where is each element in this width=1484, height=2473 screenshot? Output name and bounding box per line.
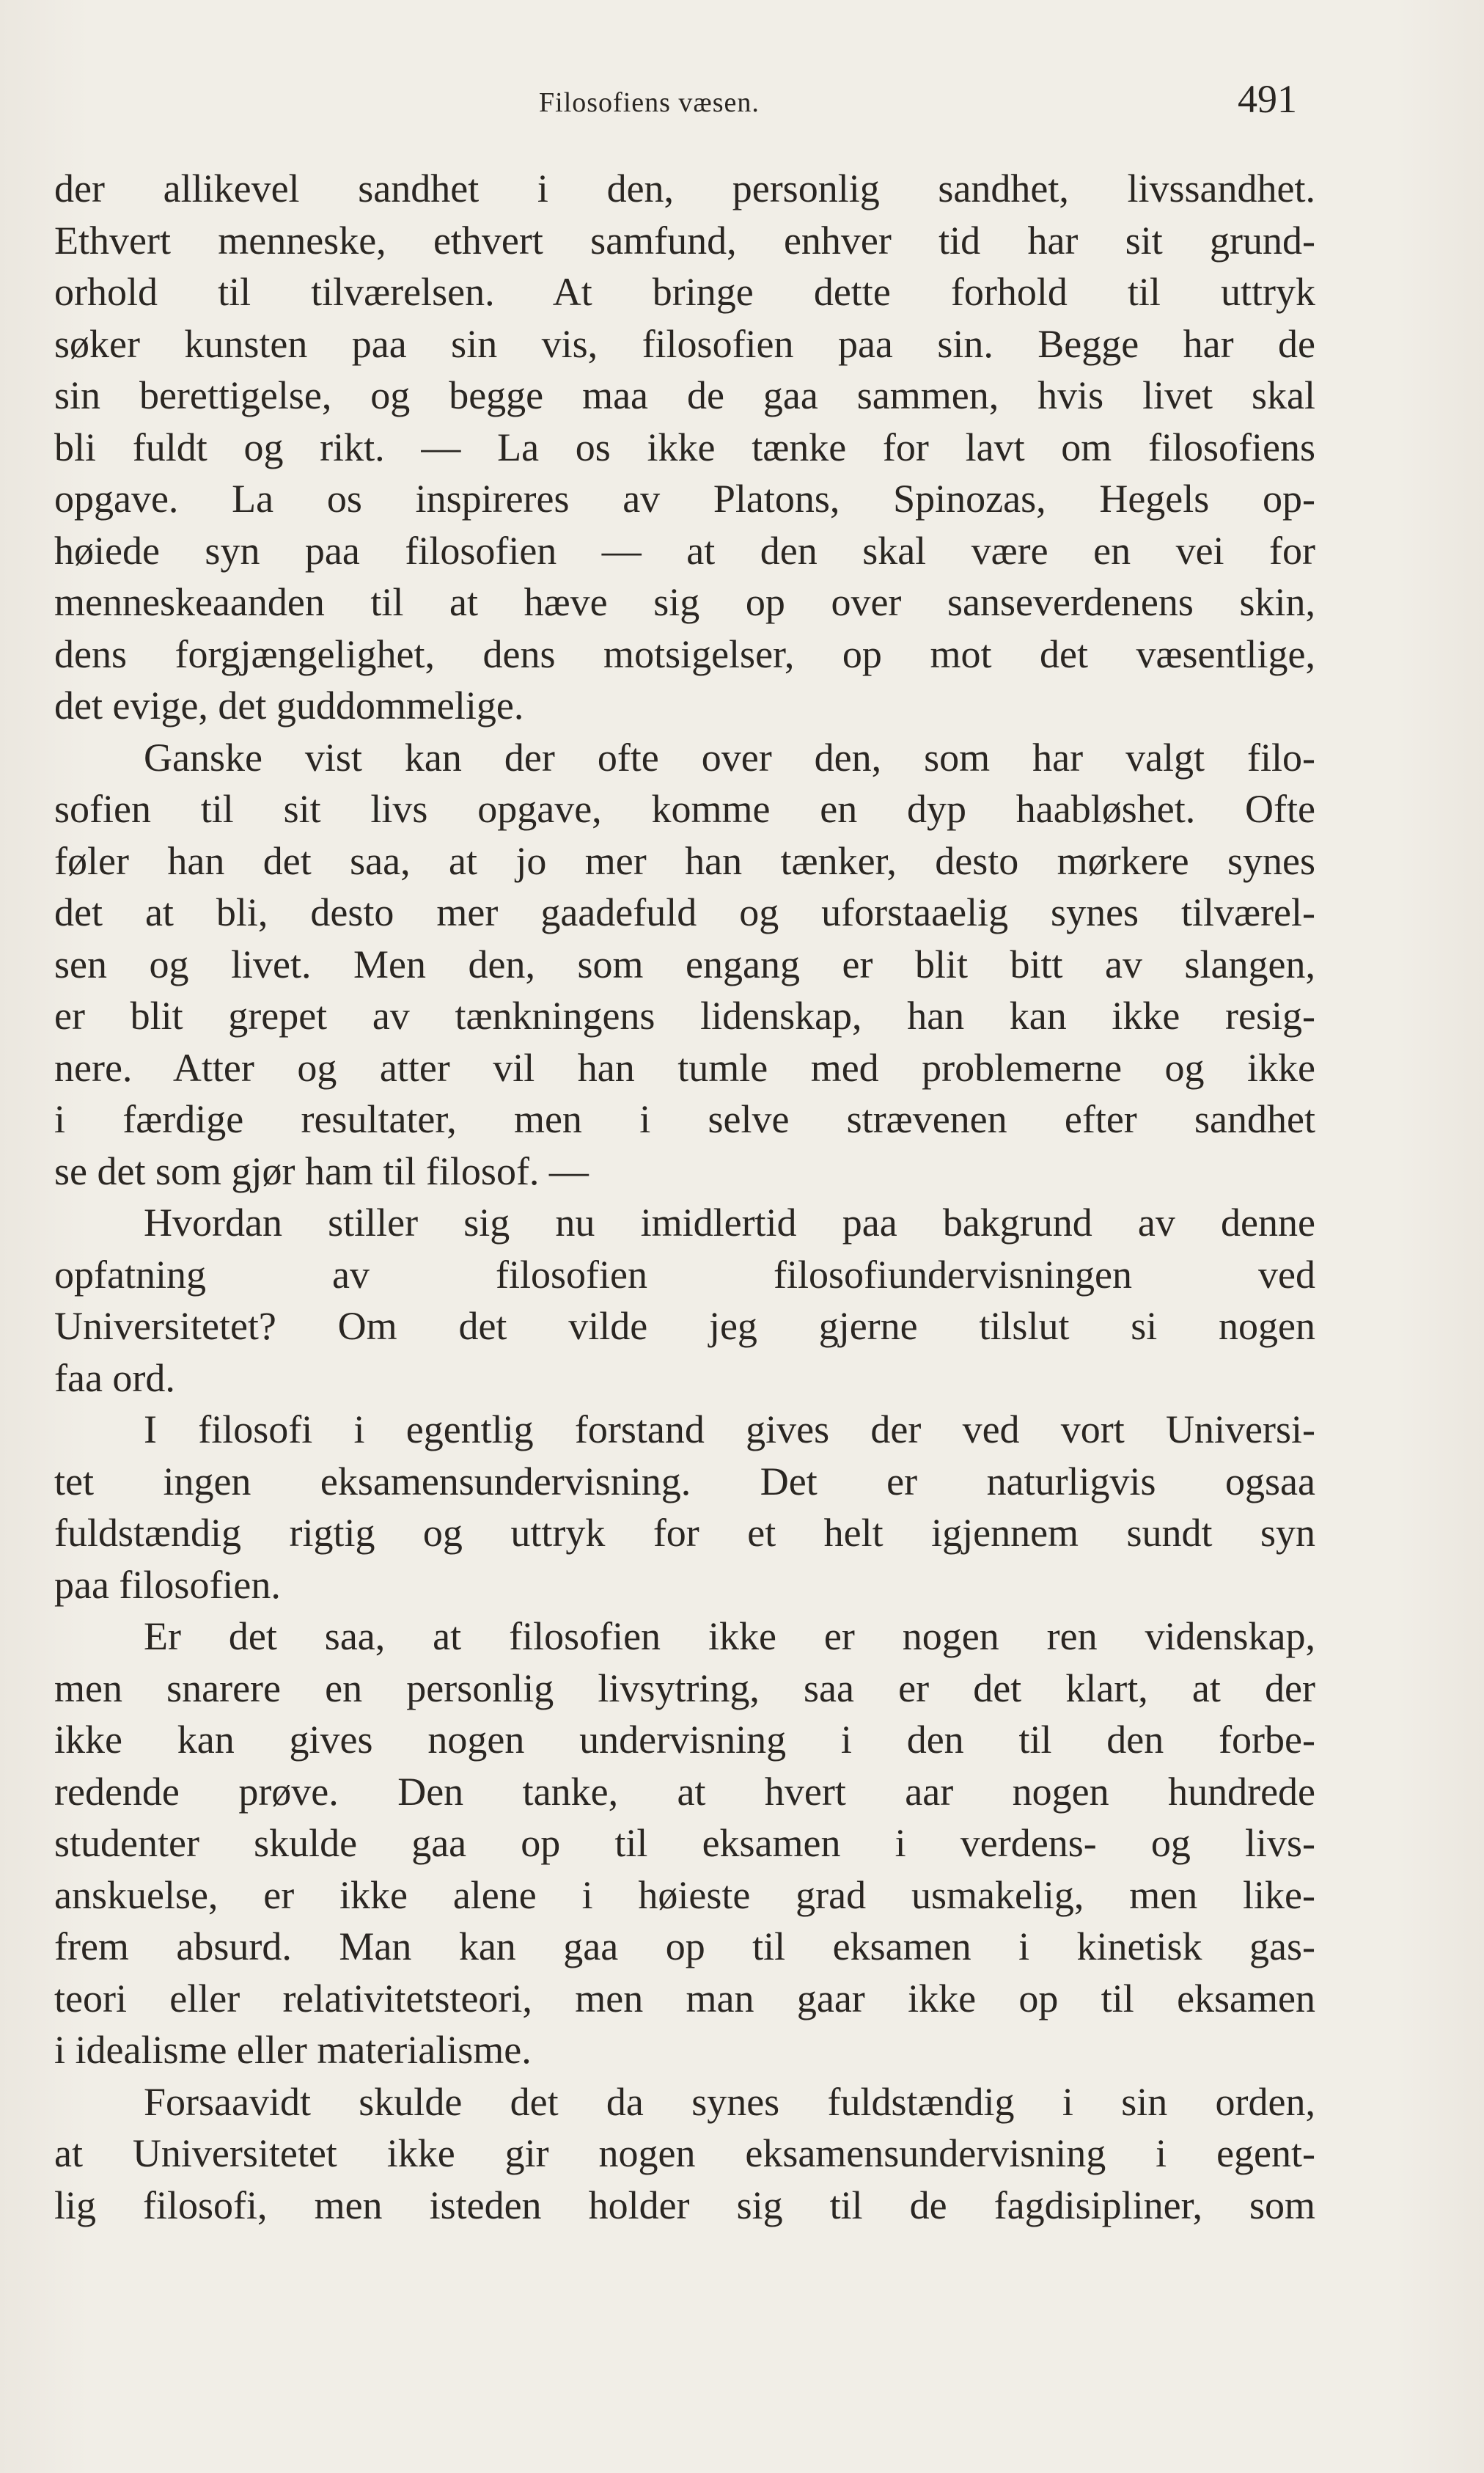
text-line: I filosofi i egentlig forstand gives der ved vort Universi- <box>144 1407 1315 1451</box>
text-line: faa ord. <box>54 1355 175 1400</box>
text-line: føler han det saa, at jo mer han tænker, desto mørkere synes <box>54 838 1315 883</box>
text-line: opfatning av filosofien filosofiundervisningen ved <box>54 1252 1315 1297</box>
text-line: lig filosofi, men isteden holder sig til de fagdisipliner, som <box>54 2183 1315 2227</box>
text-line: det at bli, desto mer gaadefuld og uforstaaelig synes tilværel- <box>54 890 1315 934</box>
text-line: at Universitetet ikke gir nogen eksamensundervisning i egent- <box>54 2131 1315 2175</box>
text-line: det evige, det guddommelige. <box>54 684 524 728</box>
text-line: nere. Atter og atter vil han tumle med problemerne og ikke <box>54 1045 1315 1090</box>
text-line: i idealisme eller materialisme. <box>54 2028 532 2072</box>
text-line: opgave. La os inspireres av Platons, Spinozas, Hegels op- <box>54 477 1315 521</box>
text-line: sen og livet. Men den, som engang er blit bitt av slangen, <box>54 942 1315 986</box>
text-line: men snarere en personlig livsytring, saa er det klart, at der <box>54 1666 1315 1710</box>
text-line: redende prøve. Den tanke, at hvert aar nogen hundrede <box>54 1769 1315 1814</box>
text-line: orhold til tilværelsen. At bringe dette forhold til uttryk <box>54 270 1315 314</box>
running-head-title: Filosofiens væsen. <box>539 87 760 118</box>
text-line: høiede syn paa filosofien — at den skal være en vei for <box>54 528 1315 573</box>
text-line: anskuelse, er ikke alene i høieste grad usmakelig, men like- <box>54 1872 1315 1917</box>
text-line: Forsaavidt skulde det da synes fuldstændig i sin orden, <box>144 2079 1315 2124</box>
text-line: sin berettigelse, og begge maa de gaa sammen, hvis livet skal <box>54 373 1315 417</box>
text-line: teori eller relativitetsteori, men man gaar ikke op til eksamen <box>54 1976 1315 2020</box>
page-number: 491 <box>1238 77 1297 121</box>
text-line: sofien til sit livs opgave, komme en dyp haabløshet. Ofte <box>54 787 1315 831</box>
text-line: Hvordan stiller sig nu imidlertid paa bakgrund av denne <box>144 1201 1315 1245</box>
text-line: menneskeaanden til at hæve sig op over sanseverdenens skin, <box>54 580 1315 624</box>
text-line: frem absurd. Man kan gaa op til eksamen i kinetisk gas- <box>54 1924 1315 1968</box>
text-line: søker kunsten paa sin vis, filosofien paa sin. Begge har de <box>54 321 1315 366</box>
running-head <box>0 73 1484 132</box>
text-line: der allikevel sandhet i den, personlig sandhet, livssandhet. <box>54 166 1315 210</box>
text-line: studenter skulde gaa op til eksamen i verdens- og livs- <box>54 1821 1315 1865</box>
text-line: dens forgjængelighet, dens motsigelser, op mot det væsentlige, <box>54 631 1315 676</box>
text-line: tet ingen eksamensundervisning. Det er naturligvis ogsaa <box>54 1459 1315 1503</box>
text-line: Ganske vist kan der ofte over den, som har valgt filo- <box>144 735 1315 780</box>
text-line: Ethvert menneske, ethvert samfund, enhver tid har sit grund- <box>54 218 1315 263</box>
text-line: fuldstændig rigtig og uttryk for et helt igjennem sundt syn <box>54 1511 1315 1555</box>
text-line: er blit grepet av tænkningens lidenskap, han kan ikke resig- <box>54 994 1315 1038</box>
text-line: ikke kan gives nogen undervisning i den til den forbe- <box>54 1718 1315 1762</box>
text-line: Er det saa, at filosofien ikke er nogen ren videnskap, <box>144 1614 1315 1658</box>
text-line: paa filosofien. <box>54 1562 281 1607</box>
body-text <box>54 163 1315 2422</box>
text-line: bli fuldt og rikt. — La os ikke tænke for lavt om filosofiens <box>54 425 1315 469</box>
text-line: se det som gjør ham til filosof. — <box>54 1148 589 1193</box>
text-line: i færdige resultater, men i selve strævenen efter sandhet <box>54 1097 1315 1141</box>
text-line: Universitetet? Om det vilde jeg gjerne tilslut si nogen <box>54 1304 1315 1348</box>
